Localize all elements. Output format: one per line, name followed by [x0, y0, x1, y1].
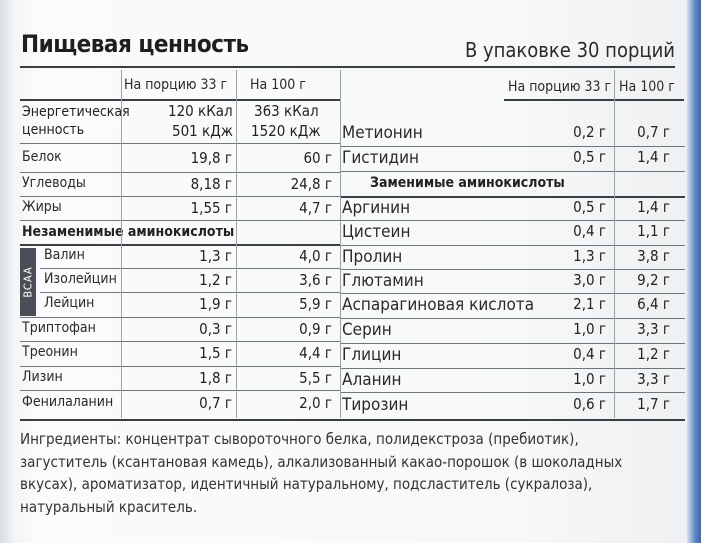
row-value-100: 4,0 г — [299, 247, 332, 265]
essential-rule — [20, 244, 340, 246]
row-rule — [20, 341, 340, 342]
table-row — [44, 247, 332, 270]
row-name: Жиры — [22, 199, 62, 215]
table-row — [342, 148, 682, 171]
row-name: Лейцин — [44, 295, 95, 311]
ingredients-line: загуститель (ксантановая камедь), алкализованный какао-порошок (в шоколадных — [20, 452, 623, 471]
table-row — [342, 345, 682, 368]
row-value-100: 4,4 г — [299, 344, 332, 362]
row-value-serving: 8,18 г — [190, 175, 232, 193]
row-name: Серин — [342, 320, 392, 340]
row-rule — [340, 392, 685, 393]
row-value-serving: 0,2 г — [573, 123, 606, 141]
row-rule — [340, 146, 685, 147]
row-value-100: 4,7 г — [299, 199, 332, 217]
table-row — [342, 247, 682, 270]
table-row — [342, 320, 682, 343]
row-value-serving: 0,6 г — [573, 395, 606, 413]
row-value-100: 1,7 г — [637, 395, 670, 413]
row-rule — [340, 269, 685, 270]
ingredients-text — [20, 428, 650, 518]
row-value-100: 5,9 г — [299, 295, 332, 313]
row-name: Аргинин — [342, 198, 411, 218]
row-value-serving: 1,55 г — [190, 199, 232, 217]
row-name: Углеводы — [22, 175, 86, 191]
row-value-100: 3,6 г — [299, 271, 332, 289]
row-value-100: 5,5 г — [299, 369, 332, 387]
table-row — [342, 395, 682, 418]
table-row — [342, 370, 682, 393]
label-title: Пищевая ценность — [21, 30, 249, 58]
bcaa-badge — [20, 248, 36, 316]
row-rule — [340, 245, 685, 246]
table-row — [22, 199, 332, 222]
table-row — [342, 295, 682, 318]
table-row — [342, 198, 682, 221]
row-rule — [340, 171, 685, 172]
table-row — [44, 295, 332, 318]
energy-name-2: ценность — [22, 122, 85, 138]
column-divider — [236, 70, 237, 418]
row-value-serving: 0,3 г — [199, 320, 232, 338]
row-name: Пролин — [342, 247, 403, 267]
energy-kj-100: 1520 кДж — [251, 122, 321, 140]
row-name: Метионин — [342, 123, 423, 143]
header-rule-right — [504, 99, 684, 101]
column-divider — [340, 70, 341, 418]
table-row — [22, 175, 332, 198]
row-rule — [40, 268, 340, 269]
row-value-serving: 1,9 г — [199, 295, 232, 313]
title-rule — [20, 66, 675, 68]
row-value-100: 2,0 г — [299, 394, 332, 412]
row-value-serving: 3,0 г — [573, 271, 606, 289]
table-row — [22, 369, 332, 392]
row-value-serving: 0,7 г — [199, 394, 232, 412]
table-row — [342, 271, 682, 294]
table-row — [22, 149, 332, 172]
row-rule — [340, 368, 685, 369]
row-value-100: 9,2 г — [637, 271, 670, 289]
servings-per-pack: В упаковке 30 порций — [464, 38, 675, 62]
row-rule — [20, 366, 340, 367]
row-value-100: 6,4 г — [637, 295, 670, 313]
table-bottom-rule — [20, 419, 685, 421]
table-row — [22, 394, 332, 417]
header-right-per-serving: На порцию 33 г — [508, 79, 612, 95]
row-value-100: 3,3 г — [637, 320, 670, 338]
header-right-per-100: На 100 г — [619, 79, 675, 95]
row-rule — [20, 317, 340, 318]
table-row — [342, 222, 682, 245]
row-value-serving: 0,4 г — [573, 222, 606, 240]
row-value-100: 3,8 г — [637, 247, 670, 265]
table-row — [22, 344, 332, 367]
row-rule — [20, 172, 340, 173]
row-name: Белок — [22, 149, 62, 165]
row-name: Треонин — [22, 344, 78, 360]
row-value-serving: 1,3 г — [573, 247, 606, 265]
essential-amino-header: Незаменимые аминокислоты — [22, 224, 235, 240]
row-rule — [20, 196, 340, 197]
row-value-serving: 2,1 г — [573, 295, 606, 313]
energy-kj-serving: 501 кДж — [172, 122, 233, 140]
row-name: Цистеин — [342, 222, 411, 242]
row-value-serving: 1,5 г — [199, 344, 232, 362]
header-per-serving: На порцию 33 г — [124, 77, 228, 93]
row-value-100: 1,4 г — [637, 198, 670, 216]
row-rule — [340, 220, 685, 221]
nonessential-amino-header: Заменимые аминокислоты — [370, 175, 565, 191]
row-name: Тирозин — [342, 395, 409, 415]
row-value-serving: 19,8 г — [190, 149, 232, 167]
row-value-serving: 1,0 г — [573, 320, 606, 338]
package-edge — [687, 0, 701, 543]
row-name: Изолейцин — [44, 271, 117, 287]
row-value-serving: 0,5 г — [573, 148, 606, 166]
energy-kcal-serving: 120 кКал — [168, 102, 233, 120]
row-value-100: 24,8 г — [290, 175, 332, 193]
row-rule — [340, 343, 685, 344]
row-value-serving: 1,8 г — [199, 369, 232, 387]
row-value-serving: 0,4 г — [573, 345, 606, 363]
energy-rule — [20, 143, 340, 144]
energy-name-1: Энергетическая — [22, 104, 130, 120]
row-value-serving: 0,5 г — [573, 198, 606, 216]
ingredients-line: натуральный краситель. — [20, 497, 198, 516]
row-rule — [340, 318, 685, 319]
ingredients-line: вкусах), ароматизатор, идентичный натуральному, подсластитель (сукралоза), — [20, 475, 593, 493]
row-rule — [40, 292, 340, 293]
header-per-100: На 100 г — [250, 77, 306, 93]
row-name: Глицин — [342, 345, 402, 365]
row-rule — [20, 220, 340, 221]
header-rule — [20, 99, 340, 101]
row-name: Глютамин — [342, 271, 424, 291]
ingredients-line: Ингредиенты: концентрат сывороточного белка, полидекстроза (пребиотик), — [20, 430, 579, 448]
row-value-100: 0,9 г — [299, 320, 332, 338]
row-value-serving: 1,0 г — [573, 370, 606, 388]
table-row — [342, 123, 682, 146]
column-divider — [614, 70, 615, 418]
column-divider — [121, 70, 122, 418]
bcaa-label: BCAA — [21, 266, 35, 298]
row-name: Аспарагиновая кислота — [342, 295, 535, 315]
row-name: Лизин — [22, 369, 63, 385]
row-name: Валин — [44, 247, 85, 263]
row-value-100: 1,4 г — [637, 148, 670, 166]
row-value-100: 1,2 г — [637, 345, 670, 363]
row-rule — [20, 390, 340, 391]
energy-kcal-100: 363 кКал — [254, 102, 319, 120]
row-name: Триптофан — [22, 320, 96, 336]
row-value-100: 0,7 г — [637, 123, 670, 141]
table-row — [44, 271, 332, 294]
row-value-100: 60 г — [303, 149, 332, 167]
table-row — [22, 320, 332, 343]
row-value-serving: 1,2 г — [199, 271, 232, 289]
row-value-100: 3,3 г — [637, 370, 670, 388]
row-value-100: 1,1 г — [637, 222, 670, 240]
row-rule — [340, 293, 685, 294]
row-value-serving: 1,3 г — [199, 247, 232, 265]
row-name: Гистидин — [342, 148, 420, 168]
row-name: Фенилаланин — [22, 394, 114, 410]
row-name: Аланин — [342, 370, 402, 390]
